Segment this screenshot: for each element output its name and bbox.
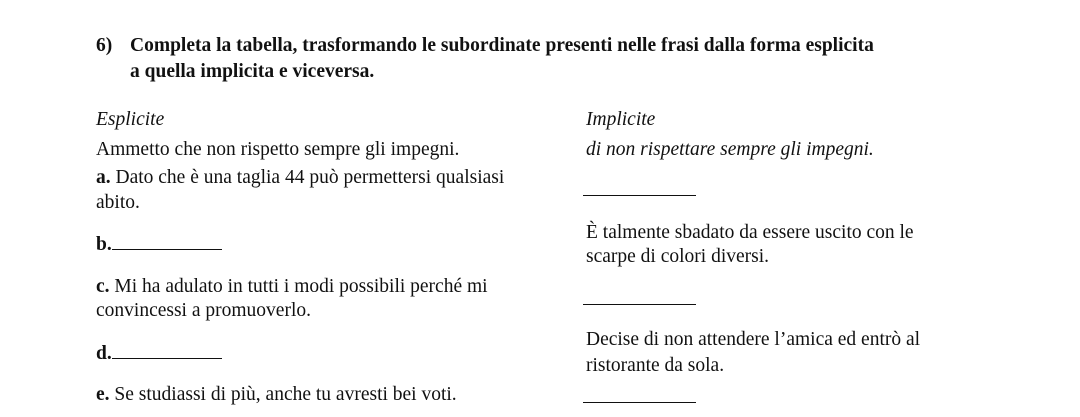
row-c-implicit-answer-blank[interactable] xyxy=(583,304,696,305)
row-b-letter: b. xyxy=(96,234,112,255)
row-b-implicit-line-1: È talmente sbadato da essere uscito con le xyxy=(586,222,914,243)
row-e-text-1: Se studiassi di più, anche tu avresti bei voti. xyxy=(109,384,457,405)
row-c-text-1: Mi ha adulato in tutti i modi possibili perché mi xyxy=(109,276,488,297)
row-d-implicit-line-1: Decise di non attendere l’amica ed entrò al xyxy=(586,329,921,350)
row-c-explicit-line-2: convincessi a promuoverlo. xyxy=(96,300,311,321)
row-a-text-1: Dato che è una taglia 44 può permettersi qualsiasi xyxy=(110,167,505,188)
row-a-implicit-answer-blank[interactable] xyxy=(583,195,696,196)
example-explicit-sentence: Ammetto che non rispetto sempre gli impegni. xyxy=(96,139,460,160)
row-a-explicit-line-1 xyxy=(96,166,504,190)
row-b-explicit-answer-blank[interactable] xyxy=(112,233,222,250)
row-b-implicit-line-2: scarpe di colori diversi. xyxy=(586,246,770,267)
row-c-letter: c. xyxy=(96,276,110,297)
exercise-number: 6) xyxy=(96,35,113,56)
row-e-explicit xyxy=(96,383,457,407)
example-implicit-sentence: di non rispettare sempre gli impegni. xyxy=(586,139,874,160)
instruction-line-1: Completa la tabella, trasformando le subordinate presenti nelle frasi dalla forma esplicita xyxy=(130,35,874,56)
row-d-explicit-answer-blank[interactable] xyxy=(112,342,222,359)
row-b-explicit xyxy=(96,233,222,257)
row-d-letter: d. xyxy=(96,343,112,364)
row-a-explicit-line-2: abito. xyxy=(96,192,140,213)
row-e-letter: e. xyxy=(96,384,110,405)
row-a-letter: a. xyxy=(96,167,111,188)
instruction-line-2: a quella implicita e viceversa. xyxy=(130,61,375,82)
row-c-explicit-line-1 xyxy=(96,275,488,299)
cropped-text-fragment xyxy=(300,0,390,2)
row-d-implicit-line-2: ristorante da sola. xyxy=(586,355,725,376)
column-header-implicite: Implicite xyxy=(586,109,656,130)
row-e-implicit-answer-blank[interactable] xyxy=(583,402,696,403)
row-d-explicit xyxy=(96,342,222,366)
column-header-esplicite: Esplicite xyxy=(96,109,165,130)
